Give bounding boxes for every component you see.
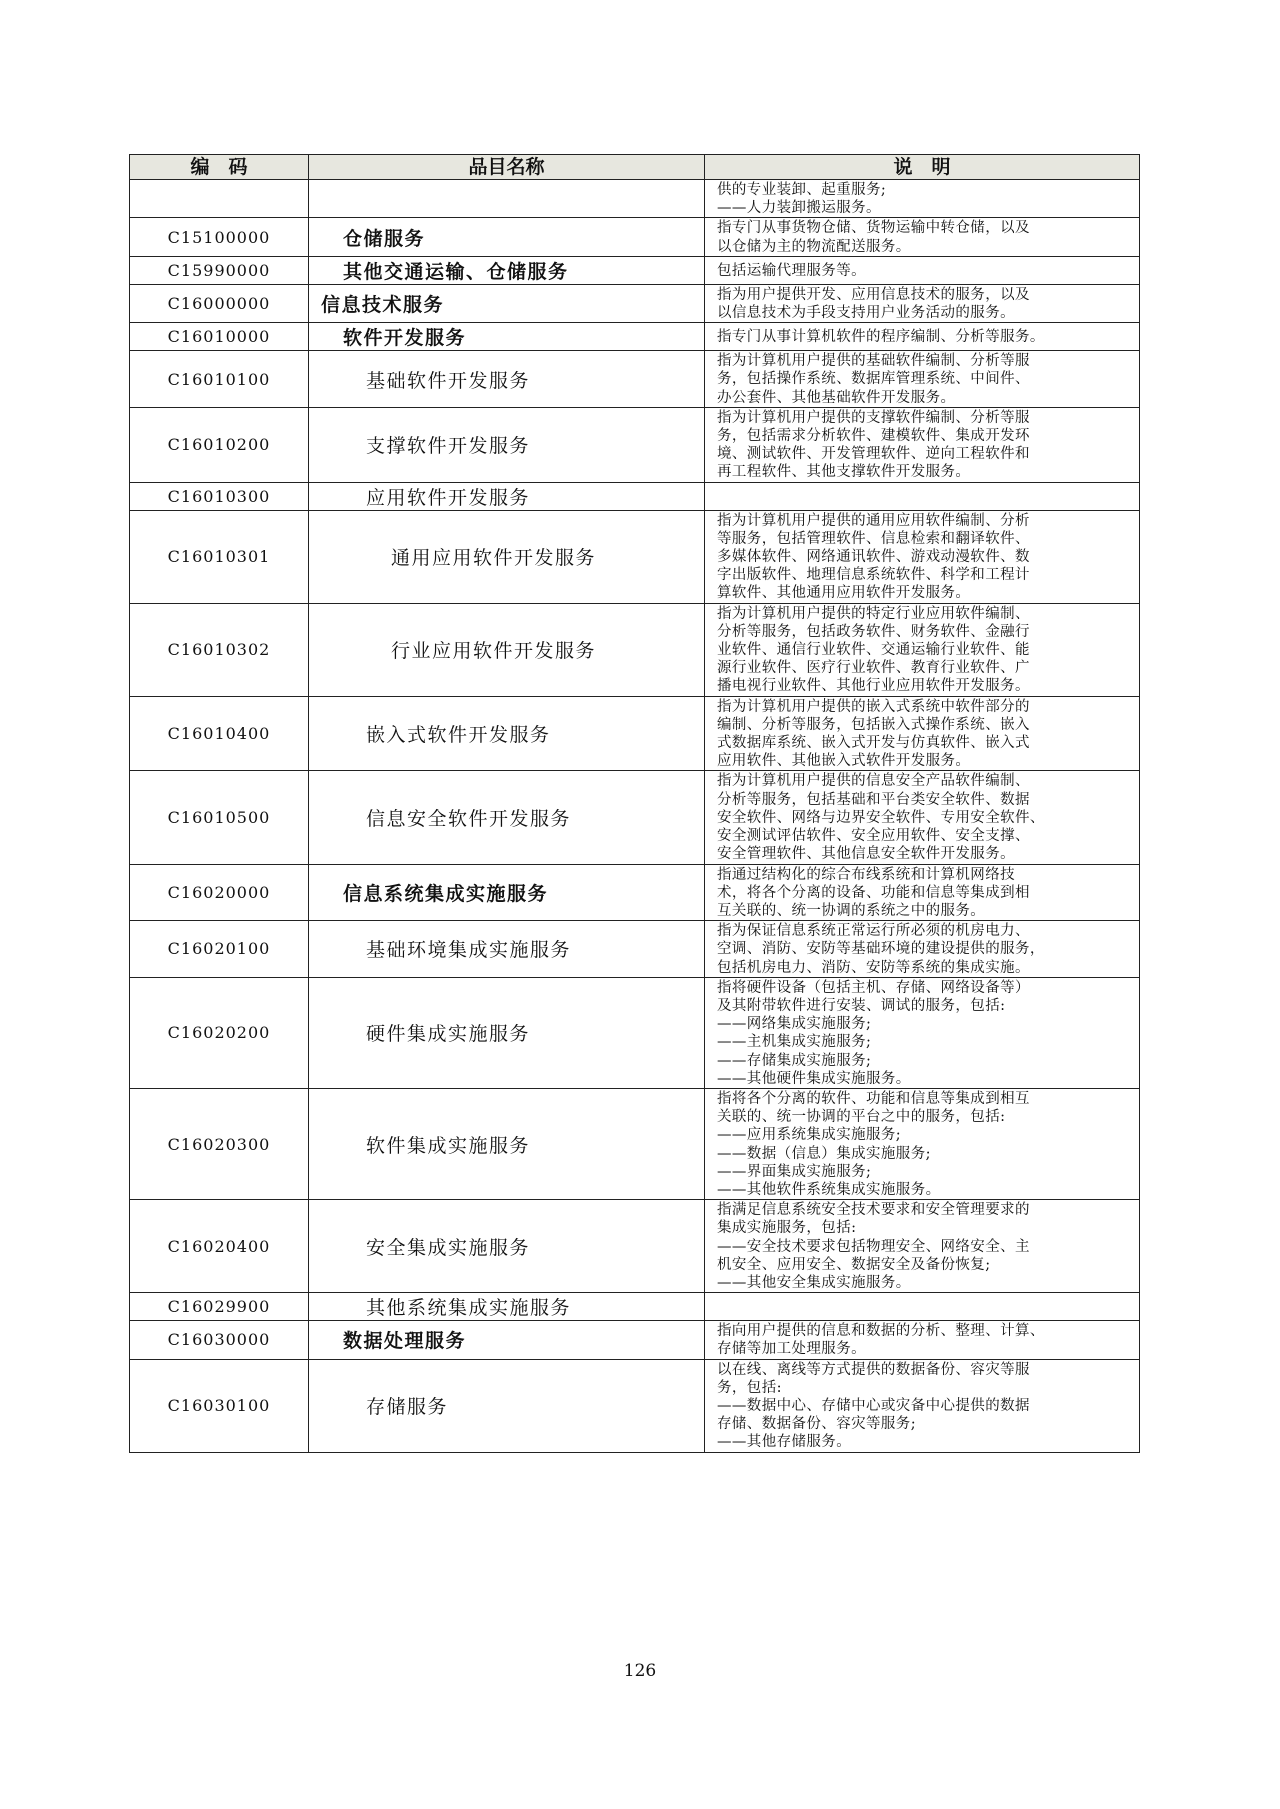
- description-line: 指通过结构化的综合布线系统和计算机网络技: [717, 866, 1015, 883]
- row-code: C16030100: [130, 1359, 309, 1452]
- description-line: 互关联的、统一协调的系统之中的服务。: [717, 902, 986, 919]
- description-line: 安全管理软件、其他信息安全软件开发服务。: [717, 846, 1015, 863]
- description-line: 包括运输代理服务等。: [717, 262, 866, 279]
- table-row: [130, 977, 1140, 1088]
- row-code: C16010000: [130, 323, 309, 351]
- description-line: 指为用户提供开发、应用信息技术的服务，以及: [717, 286, 1030, 303]
- row-code: C16010100: [130, 351, 309, 408]
- row-code: C16010301: [130, 510, 309, 603]
- row-description: [705, 1293, 1140, 1321]
- description-line: 指为计算机用户提供的通用应用软件编制、分析: [717, 512, 1030, 529]
- description-line: ——界面集成实施服务;: [717, 1163, 872, 1180]
- row-item-name: 嵌入式软件开发服务: [309, 696, 705, 771]
- row-item-name: 数据处理服务: [309, 1321, 705, 1359]
- header-name: 品目名称: [309, 155, 705, 180]
- table-row: [130, 603, 1140, 696]
- description-line: 以信息技术为手段支持用户业务活动的服务。: [717, 305, 1015, 322]
- description-line: 办公套件、其他基础软件开发服务。: [717, 389, 956, 406]
- page-number: 126: [623, 1661, 657, 1681]
- description-line: 存储、数据备份、容灾等服务;: [717, 1416, 916, 1433]
- row-item-name: 硬件集成实施服务: [309, 977, 705, 1088]
- row-code: C16020400: [130, 1200, 309, 1293]
- row-item-name: 仓储服务: [309, 218, 705, 256]
- description-line: 指向用户提供的信息和数据的分析、整理、计算、: [717, 1323, 1045, 1340]
- description-line: 存储等加工处理服务。: [717, 1341, 866, 1358]
- row-code: [130, 180, 309, 218]
- description-line: 应用软件、其他嵌入式软件开发服务。: [717, 753, 971, 770]
- table-row: [130, 510, 1140, 603]
- table-row: [130, 351, 1140, 408]
- row-item-name: 行业应用软件开发服务: [309, 603, 705, 696]
- row-code: C16020100: [130, 921, 309, 978]
- description-line: 指满足信息系统安全技术要求和安全管理要求的: [717, 1202, 1030, 1219]
- row-code: C16010500: [130, 771, 309, 864]
- description-line: 指将各个分离的软件、功能和信息等集成到相互: [717, 1090, 1030, 1107]
- row-item-name: 应用软件开发服务: [309, 482, 705, 510]
- description-line: ——网络集成实施服务;: [717, 1016, 872, 1033]
- table-row: [130, 771, 1140, 864]
- description-line: 再工程软件、其他支撑软件开发服务。: [717, 464, 971, 481]
- description-line: 分析等服务，包括政务软件、财务软件、金融行: [717, 623, 1030, 640]
- description-line: 字出版软件、地理信息系统软件、科学和工程计: [717, 567, 1030, 584]
- description-line: 集成实施服务，包括:: [717, 1220, 857, 1237]
- row-description: [705, 323, 1140, 351]
- description-line: 境、测试软件、开发管理软件、逆向工程软件和: [717, 446, 1030, 463]
- description-line: 指专门从事货物仓储、货物运输中转仓储，以及: [717, 220, 1030, 237]
- header-code: 编 码: [130, 155, 309, 180]
- row-description: [705, 180, 1140, 218]
- row-code: C16010302: [130, 603, 309, 696]
- row-item-name: 安全集成实施服务: [309, 1200, 705, 1293]
- description-line: 空调、消防、安防等基础环境的建设提供的服务，: [717, 941, 1045, 958]
- row-item-name: 其他交通运输、仓储服务: [309, 256, 705, 284]
- row-description: [705, 864, 1140, 921]
- description-line: 指为计算机用户提供的特定行业应用软件编制、: [717, 605, 1030, 622]
- row-code: C16020300: [130, 1088, 309, 1199]
- row-code: C16029900: [130, 1293, 309, 1321]
- description-line: ——人力装卸搬运服务。: [717, 200, 881, 217]
- row-description: [705, 510, 1140, 603]
- table-row: [130, 1293, 1140, 1321]
- description-line: 务，包括操作系统、数据库管理系统、中间件、: [717, 371, 1030, 388]
- row-description: [705, 407, 1140, 482]
- header-desc: 说 明: [705, 155, 1140, 180]
- description-line: 源行业软件、医疗行业软件、教育行业软件、广: [717, 660, 1030, 677]
- table-row: [130, 864, 1140, 921]
- table-row: [130, 256, 1140, 284]
- description-line: 安全软件、网络与边界安全软件、专用安全软件、: [717, 809, 1045, 826]
- description-line: ——存储集成实施服务;: [717, 1052, 872, 1069]
- row-code: C16010400: [130, 696, 309, 771]
- row-description: [705, 1200, 1140, 1293]
- row-item-name: 基础环境集成实施服务: [309, 921, 705, 978]
- description-line: ——其他软件系统集成实施服务。: [717, 1181, 941, 1198]
- row-item-name: 基础软件开发服务: [309, 351, 705, 408]
- row-item-name: 信息系统集成实施服务: [309, 864, 705, 921]
- description-line: 以在线、离线等方式提供的数据备份、容灾等服: [717, 1361, 1030, 1378]
- description-line: 指为计算机用户提供的支撑软件编制、分析等服: [717, 409, 1030, 426]
- description-line: ——安全技术要求包括物理安全、网络安全、主: [717, 1238, 1030, 1255]
- row-item-name: 支撑软件开发服务: [309, 407, 705, 482]
- description-line: 指专门从事计算机软件的程序编制、分析等服务。: [717, 329, 1045, 346]
- description-line: 指将硬件设备（包括主机、存储、网络设备等）: [717, 979, 1030, 996]
- description-line: 包括机房电力、消防、安防等系统的集成实施。: [717, 959, 1030, 976]
- row-description: [705, 482, 1140, 510]
- row-code: C16020000: [130, 864, 309, 921]
- row-item-name: 通用应用软件开发服务: [309, 510, 705, 603]
- description-line: 安全测试评估软件、安全应用软件、安全支撑、: [717, 828, 1030, 845]
- description-line: ——其他安全集成实施服务。: [717, 1274, 911, 1291]
- row-description: [705, 351, 1140, 408]
- table-header-row: [130, 155, 1140, 180]
- row-item-name: 其他系统集成实施服务: [309, 1293, 705, 1321]
- table-row: [130, 696, 1140, 771]
- catalog-table: [129, 154, 1140, 1453]
- catalog-page: [129, 154, 1139, 1453]
- row-description: [705, 603, 1140, 696]
- row-code: C16010200: [130, 407, 309, 482]
- description-line: ——主机集成实施服务;: [717, 1034, 872, 1051]
- table-row: [130, 1088, 1140, 1199]
- description-line: 指为计算机用户提供的基础软件编制、分析等服: [717, 353, 1030, 370]
- description-line: 及其附带软件进行安装、调试的服务，包括:: [717, 997, 1006, 1014]
- description-line: 式数据库系统、嵌入式开发与仿真软件、嵌入式: [717, 735, 1030, 752]
- row-description: [705, 284, 1140, 322]
- description-line: 以仓储为主的物流配送服务。: [717, 238, 911, 255]
- row-description: [705, 218, 1140, 256]
- table-row: [130, 921, 1140, 978]
- table-row: [130, 218, 1140, 256]
- row-code: C16010300: [130, 482, 309, 510]
- description-line: ——其他硬件集成实施服务。: [717, 1070, 911, 1087]
- row-description: [705, 1088, 1140, 1199]
- table-row: [130, 1200, 1140, 1293]
- row-code: C15990000: [130, 256, 309, 284]
- row-item-name: 信息安全软件开发服务: [309, 771, 705, 864]
- row-item-name: 软件开发服务: [309, 323, 705, 351]
- row-item-name: [309, 180, 705, 218]
- table-row: [130, 180, 1140, 218]
- row-description: [705, 1359, 1140, 1452]
- description-line: 指为保证信息系统正常运行所必须的机房电力、: [717, 923, 1030, 940]
- table-row: [130, 482, 1140, 510]
- description-line: 分析等服务，包括基础和平台类安全软件、数据: [717, 791, 1030, 808]
- table-row: [130, 284, 1140, 322]
- description-line: 务，包括:: [717, 1379, 782, 1396]
- description-line: 术，将各个分离的设备、功能和信息等集成到相: [717, 884, 1030, 901]
- description-line: 关联的、统一协调的平台之中的服务，包括:: [717, 1109, 1006, 1126]
- table-row: [130, 407, 1140, 482]
- description-line: 指为计算机用户提供的嵌入式系统中软件部分的: [717, 698, 1030, 715]
- description-line: 编制、分析等服务，包括嵌入式操作系统、嵌入: [717, 716, 1030, 733]
- row-item-name: 存储服务: [309, 1359, 705, 1452]
- description-line: 供的专业装卸、起重服务;: [717, 182, 887, 198]
- description-line: 算软件、其他通用应用软件开发服务。: [717, 585, 971, 602]
- row-code: C16000000: [130, 284, 309, 322]
- row-description: [705, 1321, 1140, 1359]
- table-row: [130, 1321, 1140, 1359]
- description-line: ——应用系统集成实施服务;: [717, 1127, 902, 1144]
- description-line: 等服务，包括管理软件、信息检索和翻译软件、: [717, 530, 1030, 547]
- description-line: 业软件、通信行业软件、交通运输行业软件、能: [717, 642, 1030, 659]
- description-line: 务，包括需求分析软件、建模软件、集成开发环: [717, 428, 1030, 445]
- description-line: 播电视行业软件、其他行业应用软件开发服务。: [717, 678, 1030, 695]
- description-line: 多媒体软件、网络通讯软件、游戏动漫软件、数: [717, 549, 1030, 566]
- row-description: [705, 977, 1140, 1088]
- table-row: [130, 1359, 1140, 1452]
- description-line: ——其他存储服务。: [717, 1434, 852, 1451]
- description-line: ——数据（信息）集成实施服务;: [717, 1145, 931, 1162]
- row-code: C16030000: [130, 1321, 309, 1359]
- row-code: C15100000: [130, 218, 309, 256]
- row-code: C16020200: [130, 977, 309, 1088]
- table-body: [130, 180, 1140, 1453]
- row-item-name: 软件集成实施服务: [309, 1088, 705, 1199]
- description-line: 机安全、应用安全、数据安全及备份恢复;: [717, 1256, 991, 1273]
- row-item-name: 信息技术服务: [309, 284, 705, 322]
- row-description: [705, 696, 1140, 771]
- table-row: [130, 323, 1140, 351]
- row-description: [705, 256, 1140, 284]
- description-line: ——数据中心、存储中心或灾备中心提供的数据: [717, 1397, 1030, 1414]
- row-description: [705, 771, 1140, 864]
- row-description: [705, 921, 1140, 978]
- description-line: 指为计算机用户提供的信息安全产品软件编制、: [717, 773, 1030, 790]
